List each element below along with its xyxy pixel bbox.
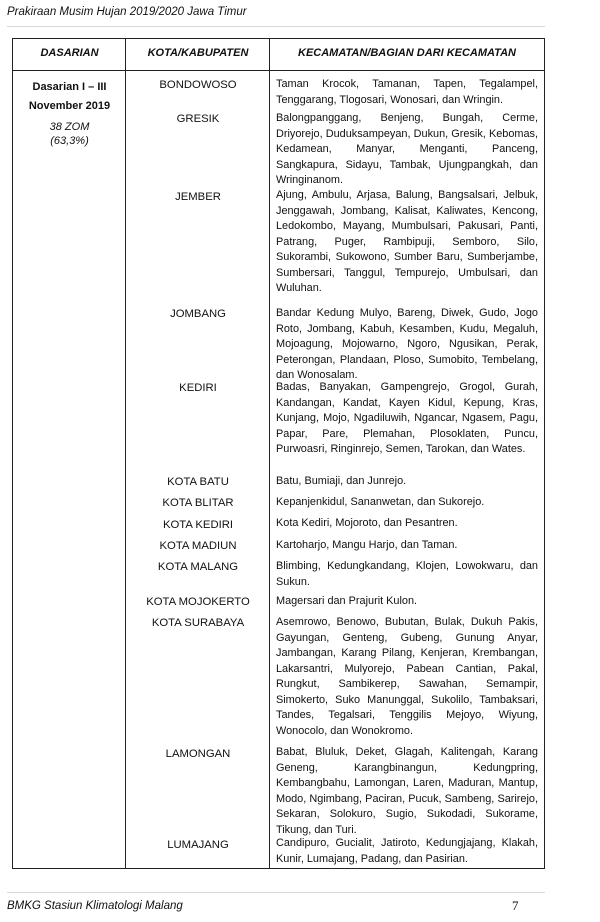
region-name: KOTA MADIUN <box>159 540 237 552</box>
region-name: GRESIK <box>176 113 220 125</box>
page-header-title: Prakiraan Musim Hujan 2019/2020 Jawa Timur <box>7 6 247 18</box>
region-name: KOTA BLITAR <box>162 497 234 509</box>
region-name: KOTA BATU <box>167 476 229 488</box>
district-list: Kepanjenkidul, Sananwetan, dan Sukorejo. <box>276 496 485 508</box>
dasarian-cell <box>13 78 126 148</box>
district-list: Bandar Kedung Mulyo, Bareng, Diwek, Gudo, Jogo Roto, Jombang, Kabuh, Kesamben, Kudu, Megaluh, Mojoagung, Mojowarno, Ngoro, Ngusikan, Perak, Peterongan, Plandaan, Ploso, Sumobito, Tembelang, dan Wonosalam. <box>276 307 538 381</box>
column-divider <box>125 39 126 868</box>
dasarian-month: November 2019 <box>28 100 111 112</box>
column-header-dasarian: DASARIAN <box>40 47 99 59</box>
district-list: Taman Krocok, Tamanan, Tapen, Tegalampel, Tenggarang, Tlogosari, Wonosari, dan Wringin. <box>276 78 538 106</box>
column-header-districts: KECAMATAN/BAGIAN DARI KECAMATAN <box>298 47 516 59</box>
footer-organization: BMKG Stasiun Klimatologi Malang <box>7 900 183 912</box>
region-name: LUMAJANG <box>167 839 229 851</box>
region-name: KOTA MOJOKERTO <box>146 596 250 608</box>
district-list: Batu, Bumiaji, dan Junrejo. <box>276 475 407 487</box>
region-name: JEMBER <box>175 191 221 203</box>
zom-percent: (63,3%) <box>50 135 89 147</box>
footer-divider <box>7 892 545 893</box>
district-list: Babat, Bluluk, Deket, Glagah, Kalitengah, Karang Geneng, Karangbinangun, Kedungpring, Kembangbahu, Lamongan, Laren, Maduran, Mantup, Modo, Ngimbang, Paciran, Pucuk, Sambeng, Sarirejo, Sekaran, Solokuro, Sugio, Sukodadi, Sukorame, Tikung, dan Turi. <box>276 746 538 836</box>
district-list: Kartoharjo, Mangu Harjo, dan Taman. <box>276 539 458 551</box>
region-name: KOTA SURABAYA <box>151 617 245 629</box>
district-list: Ajung, Ambulu, Arjasa, Balung, Bangsalsari, Jelbuk, Jenggawah, Jombang, Kalisat, Kaliwates, Kencong, Ledokombo, Mayang, Mumbulsari, Pakusari, Panti, Patrang, Puger, Rambipuji, Semboro, Silo, Sukorambi, Sukowono, Sumber Baru, Sumberjambe, Sumbersari, Tanggul, Tempurejo, Umbulsari, dan Wuluhan. <box>276 189 538 294</box>
header-divider <box>7 26 545 27</box>
district-list: Blimbing, Kedungkandang, Klojen, Lowokwaru, dan Sukun. <box>276 560 538 588</box>
page-number: 7 <box>512 898 519 913</box>
forecast-table <box>12 38 545 869</box>
district-list: Asemrowo, Benowo, Bubutan, Bulak, Dukuh Pakis, Gayungan, Genteng, Gubeng, Gunung Anyar, Jambangan, Karang Pilang, Kenjeran, Krembangan, Lakarsantri, Mulyorejo, Pabean Cantian, Pakal, Rungkut, Sambikerep, Sawahan, Semampir, Simokerto, Suko Manunggal, Sukolilo, Tambaksari, Tandes, Tegalsari, Tenggilis Mejoyo, Wiyung, Wonocolo, dan Wonokromo. <box>276 616 538 737</box>
region-name: JOMBANG <box>170 308 226 320</box>
dasarian-period: Dasarian I – III <box>32 81 107 93</box>
column-header-region: KOTA/KABUPATEN <box>147 47 249 59</box>
district-list: Candipuro, Gucialit, Jatiroto, Kedungjajang, Klakah, Kunir, Lumajang, Padang, dan Pasirian. <box>276 837 538 865</box>
table-header-row <box>13 39 544 71</box>
column-divider <box>269 39 270 868</box>
region-name: KOTA KEDIRI <box>162 519 234 531</box>
zom-count: 38 ZOM <box>49 121 90 133</box>
district-list: Badas, Banyakan, Gampengrejo, Grogol, Gurah, Kandangan, Kandat, Kayen Kidul, Kepung, Kras, Kunjang, Mojo, Ngadiluwih, Ngancar, Ngasem, Pagu, Papar, Pare, Plemahan, Plosoklaten, Puncu, Purwoasri, Ringinrejo, Semen, Tarokan, dan Wates. <box>276 381 538 455</box>
district-list: Balongpanggang, Benjeng, Bungah, Cerme, Driyorejo, Duduksampeyan, Dukun, Gresik, Kebomas, Kedamean, Manyar, Menganti, Panceng, Sangkapura, Sidayu, Tambak, Ujungpangkah, dan Wringinanom. <box>276 112 538 186</box>
region-name: KOTA MALANG <box>157 561 239 573</box>
region-name: BONDOWOSO <box>159 79 237 91</box>
region-name: KEDIRI <box>179 382 217 394</box>
region-name: LAMONGAN <box>165 748 231 760</box>
district-list: Magersari dan Prajurit Kulon. <box>276 595 418 607</box>
district-list: Kota Kediri, Mojoroto, dan Pesantren. <box>276 517 458 529</box>
